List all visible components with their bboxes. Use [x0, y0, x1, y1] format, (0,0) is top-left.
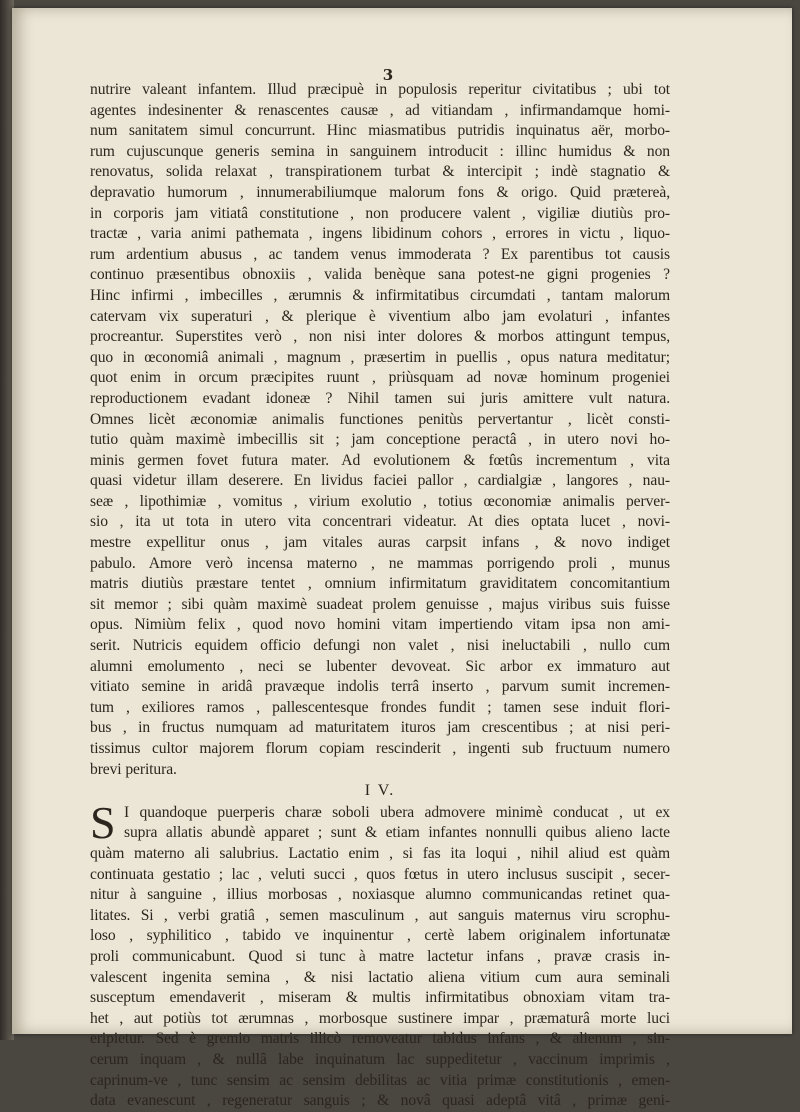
- text-line: valescent ingenita semina , & nisi lactatio aliena vitium cum aura seminali: [90, 968, 670, 986]
- text-line: mestre expellitur onus , jam vitales auras carpsit infans , & novo indiget: [90, 534, 670, 552]
- text-line: reproductionem evadant idoneæ ? Nihil tamen sui juris amittere vult natura.: [90, 389, 670, 407]
- text-line: agentes indesinenter & renascentes causæ , ad vitiandam , infirmandamque homi-: [90, 101, 670, 119]
- text-line: quasi videtur illam deserere. En lividus faciei pallor , cardialgiæ , langores , nau-: [90, 472, 670, 490]
- text-line: caprinum-ve , tunc sensim ac sensim debilitas ac vitia primæ constitutionis , emen-: [90, 1071, 670, 1089]
- paragraph-1: [90, 80, 670, 780]
- paragraph-2: [90, 796, 670, 1112]
- text-line: serit. Nutricis equidem officio defungi non valet , nisi ineluctabili , nullo cum: [90, 637, 670, 655]
- text-line: continuo præsentibus obnoxiis , valida benèque sana potest-ne gigni progenies ?: [90, 266, 670, 284]
- text-line: susceptum emendaverit , miseram & multis infirmitatibus obnoxiam vitam tra-: [90, 989, 670, 1007]
- text-line: quo in œconomiâ animali , magnum , præsertim in puellis , opus natura meditatur;: [90, 348, 670, 366]
- text-line: data evanescunt , regeneratur sanguis ; & novâ quasi adeptâ vitâ , primæ geni-: [90, 1092, 670, 1110]
- text-line: het , aut potiùs tot ærumnas , morbosque sustinere impar , præmaturâ morte luci: [90, 1009, 670, 1027]
- text-line: sio , ita ut tota in utero vita concentrari videatur. At dies optata lucet , novi-: [90, 513, 670, 531]
- text-line: Omnes licèt æconomiæ animalis functiones penitùs pervertantur , licèt consti-: [90, 410, 670, 428]
- text-line: continuata gestatio ; lac , veluti succi , quos fœtus in utero inclusus suscipit , secer-: [90, 865, 670, 883]
- text-line: minis germen fovet futura mater. Ad evolutionem & fœtûs incrementum , vita: [90, 451, 670, 469]
- text-line: procreantur. Superstites verò , non nisi inter dolores & morbos attingunt tempus,: [90, 328, 670, 346]
- text-line: num sanitatem simul concurrunt. Hinc miasmatibus putridis inquinatus aër, morbo-: [90, 122, 670, 140]
- book-page: [12, 8, 792, 1110]
- drop-cap: S: [90, 796, 116, 848]
- text-line: alumni emolumento , neci se lubenter devoveat. Sic arbor ex immaturo aut: [90, 657, 670, 675]
- text-line: nitur à sanguine , illius morbosas , noxiasque alumno communicandas retinet qua-: [90, 886, 670, 904]
- section-heading: I V.: [364, 782, 396, 800]
- text-line: loso , syphilitico , tabido ve inquinentur , certè labem originalem infortunatæ: [90, 927, 670, 945]
- text-line: renovatus, solida relaxat , transpirationem turbat & intercipit ; indè stagnatio &: [90, 163, 670, 181]
- text-line: pabulo. Amore verò incensa materno , ne mammas porrigendo proli , munus: [90, 554, 670, 572]
- text-line: I quandoque puerperis charæ soboli ubera admovere minimè conducat , ut ex: [124, 803, 670, 821]
- text-line: cerum inquam , & nullâ labe inquinatum lac suppeditetur , vaccinum imprimis ,: [90, 1050, 670, 1068]
- text-line: supra allatis abundè apparet ; sunt & etiam infantes nonnulli quibus alieno lacte: [124, 824, 670, 842]
- text-line: rum ardentium abusus , ac tandem venus immoderata ? Ex parentibus tot causis: [90, 245, 670, 263]
- text-line: vitiato semine in aridâ pravæque indolis terrâ inserto , parvum sumit incremen-: [90, 678, 670, 696]
- text-line: sit memor ; sibi quàm maximè suadeat prolem genuisse , majus viribus suis fuisse: [90, 595, 670, 613]
- text-line: tutio quàm maximè imbecillis sit ; jam conceptione peractâ , in utero novi ho-: [90, 431, 670, 449]
- text-line: tractæ , varia animi pathemata , ingens libidinum cohors , errores in victu , liquo-: [90, 225, 670, 243]
- page-number: 3: [382, 66, 394, 84]
- text-line: quàm materno ali salubrius. Lactatio enim , si fas ita loqui , nihil aliud est quàm: [90, 844, 670, 862]
- text-line: tissimus cultor majorem florum copiam rescinderit , ingenti sub fructuum numero: [90, 740, 670, 757]
- text-line: eripietur. Sed è gremio matris illicò removeatur tabidus infans , & alienum , sin-: [90, 1030, 670, 1048]
- page-text: [90, 80, 670, 1112]
- text-line: nutrire valeant infantem. Illud præcipuè in populosis reperitur civitatibus ; ubi tot: [90, 81, 670, 98]
- text-line: seæ , lipothimiæ , vomitus , virium exolutio , totius œconomiæ animalis perver-: [90, 492, 670, 510]
- text-line: rum cujuscunque generis semina in sanguinem introducit : illinc humidus & non: [90, 142, 670, 160]
- text-line: opus. Nimiùm felix , quod novo homini vitam impertiendo vitam ipsa non ami-: [90, 616, 670, 634]
- text-line: tum , exiliores ramos , pallescentesque frondes fundit ; tamen sese induit flori-: [90, 698, 670, 716]
- text-line: catervam vix superaturi , & plerique è viventium albo jam evolaturi , infantes: [90, 307, 670, 325]
- text-line: litates. Si , verbi gratiâ , semen masculinum , aut sanguis maternus viru scrophu-: [90, 906, 670, 924]
- text-line: depravatio humorum , innumerabiliumque malorum fons & origo. Quid prætereà,: [90, 183, 670, 201]
- text-line: brevi peritura.: [90, 760, 177, 778]
- text-line: in corporis jam vitiatâ constitutione , non producere valent , vigiliæ diutiùs pro-: [90, 204, 670, 222]
- text-line: bus , in fructus numquam ad maturitatem ituros jam crescentibus ; at nisi peri-: [90, 719, 670, 737]
- text-line: matris diutiùs præstare tentet , omnium infirmitatum graviditatem concomitantium: [90, 575, 670, 593]
- text-line: proli communicabunt. Quod si tunc à matre lactetur infans , pravæ crasis in-: [90, 947, 670, 965]
- text-line: quot enim in orcum præcipites ruunt , priùsquam ad novæ hominum progeniei: [90, 369, 670, 387]
- text-line: Hinc infirmi , imbecilles , ærumnis & infirmitatibus circumdati , tantam malorum: [90, 286, 670, 304]
